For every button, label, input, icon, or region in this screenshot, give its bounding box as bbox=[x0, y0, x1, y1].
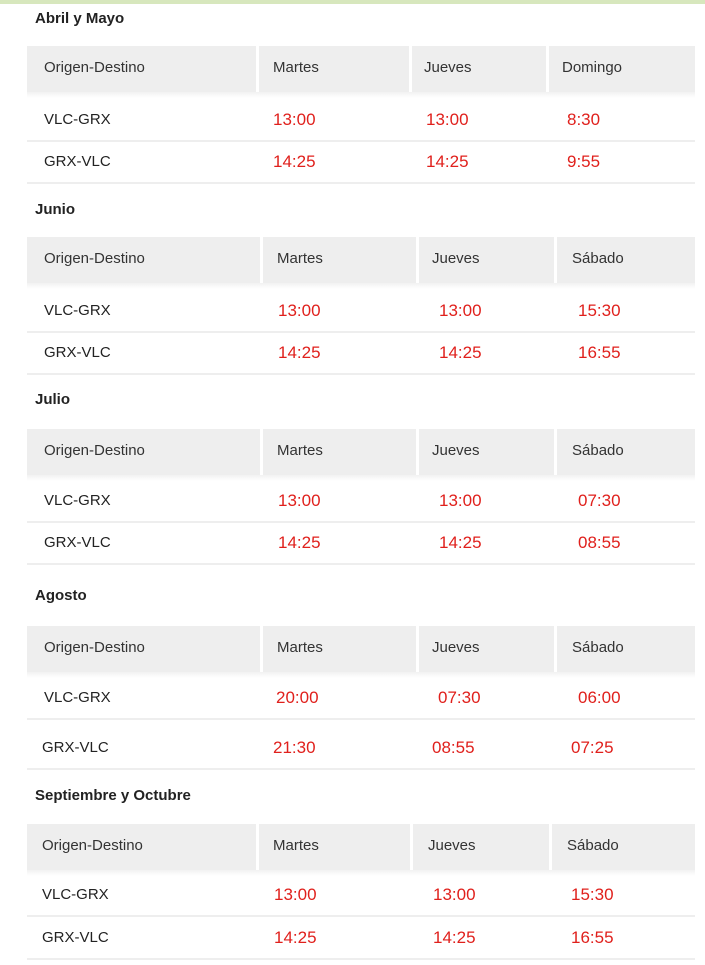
time-cell: 13:00 bbox=[273, 110, 316, 129]
header-day-2: Jueves bbox=[428, 837, 476, 854]
header-day-2: Jueves bbox=[432, 442, 480, 459]
section-title: Abril y Mayo bbox=[35, 10, 125, 27]
time-cell: 13:00 bbox=[433, 885, 476, 904]
time-cell: 13:00 bbox=[278, 301, 321, 320]
table-row bbox=[27, 291, 695, 333]
route-cell: GRX-VLC bbox=[44, 344, 111, 361]
header-day-3: Domingo bbox=[562, 59, 623, 76]
table-header bbox=[27, 429, 695, 475]
header-day-2: Jueves bbox=[432, 639, 480, 656]
time-cell: 07:30 bbox=[438, 688, 481, 707]
time-cell: 08:55 bbox=[432, 738, 475, 757]
route-cell: GRX-VLC bbox=[44, 534, 111, 551]
route-cell: GRX-VLC bbox=[42, 929, 109, 946]
header-day-3: Sábado bbox=[567, 837, 619, 854]
table-row bbox=[27, 875, 695, 917]
time-cell: 13:00 bbox=[278, 491, 321, 510]
route-cell: VLC-GRX bbox=[44, 111, 111, 128]
route-cell: GRX-VLC bbox=[42, 739, 109, 756]
header-day-1: Martes bbox=[277, 442, 323, 459]
time-cell: 9:55 bbox=[567, 152, 601, 171]
time-cell: 15:30 bbox=[571, 885, 614, 904]
time-cell: 14:25 bbox=[274, 928, 317, 947]
table-row bbox=[27, 100, 695, 142]
time-cell: 15:30 bbox=[578, 301, 621, 320]
header-day-1: Martes bbox=[277, 250, 323, 267]
time-cell: 06:00 bbox=[578, 688, 621, 707]
time-cell: 14:25 bbox=[273, 152, 316, 171]
time-cell: 21:30 bbox=[273, 738, 316, 757]
header-route: Origen-Destino bbox=[44, 442, 145, 459]
route-cell: GRX-VLC bbox=[44, 153, 111, 170]
time-cell: 14:25 bbox=[278, 533, 321, 552]
time-cell: 14:25 bbox=[439, 343, 482, 362]
header-route: Origen-Destino bbox=[44, 250, 145, 267]
table-row bbox=[27, 142, 695, 184]
time-cell: 13:00 bbox=[439, 301, 482, 320]
time-cell: 14:25 bbox=[439, 533, 482, 552]
table-row bbox=[27, 481, 695, 523]
table-header bbox=[27, 824, 695, 870]
time-cell: 16:55 bbox=[578, 343, 621, 362]
time-cell: 20:00 bbox=[276, 688, 319, 707]
time-cell: 13:00 bbox=[274, 885, 317, 904]
section-title: Septiembre y Octubre bbox=[35, 787, 191, 804]
table-row bbox=[27, 728, 695, 770]
time-cell: 07:25 bbox=[571, 738, 614, 757]
section-title: Junio bbox=[35, 201, 75, 218]
table-row bbox=[27, 918, 695, 960]
route-cell: VLC-GRX bbox=[44, 689, 111, 706]
time-cell: 07:30 bbox=[578, 491, 621, 510]
header-route: Origen-Destino bbox=[44, 639, 145, 656]
time-cell: 16:55 bbox=[571, 928, 614, 947]
header-day-3: Sábado bbox=[572, 250, 624, 267]
header-day-1: Martes bbox=[273, 59, 319, 76]
header-day-3: Sábado bbox=[572, 639, 624, 656]
header-day-1: Martes bbox=[273, 837, 319, 854]
section-title: Julio bbox=[35, 391, 71, 408]
header-route: Origen-Destino bbox=[42, 837, 143, 854]
time-cell: 14:25 bbox=[426, 152, 469, 171]
table-row bbox=[27, 678, 695, 720]
table-header bbox=[27, 237, 695, 283]
table-row bbox=[27, 333, 695, 375]
table-header bbox=[27, 626, 695, 672]
table-header bbox=[27, 46, 695, 92]
time-cell: 13:00 bbox=[426, 110, 469, 129]
route-cell: VLC-GRX bbox=[44, 492, 111, 509]
time-cell: 08:55 bbox=[578, 533, 621, 552]
route-cell: VLC-GRX bbox=[44, 302, 111, 319]
time-cell: 8:30 bbox=[567, 110, 601, 129]
header-day-2: Jueves bbox=[424, 59, 472, 76]
header-day-2: Jueves bbox=[432, 250, 480, 267]
header-day-1: Martes bbox=[277, 639, 323, 656]
time-cell: 13:00 bbox=[439, 491, 482, 510]
table-row bbox=[27, 523, 695, 565]
time-cell: 14:25 bbox=[433, 928, 476, 947]
time-cell: 14:25 bbox=[278, 343, 321, 362]
header-day-3: Sábado bbox=[572, 442, 624, 459]
header-route: Origen-Destino bbox=[44, 59, 145, 76]
section-title: Agosto bbox=[35, 587, 87, 604]
top-accent-line bbox=[0, 0, 705, 4]
route-cell: VLC-GRX bbox=[42, 886, 109, 903]
